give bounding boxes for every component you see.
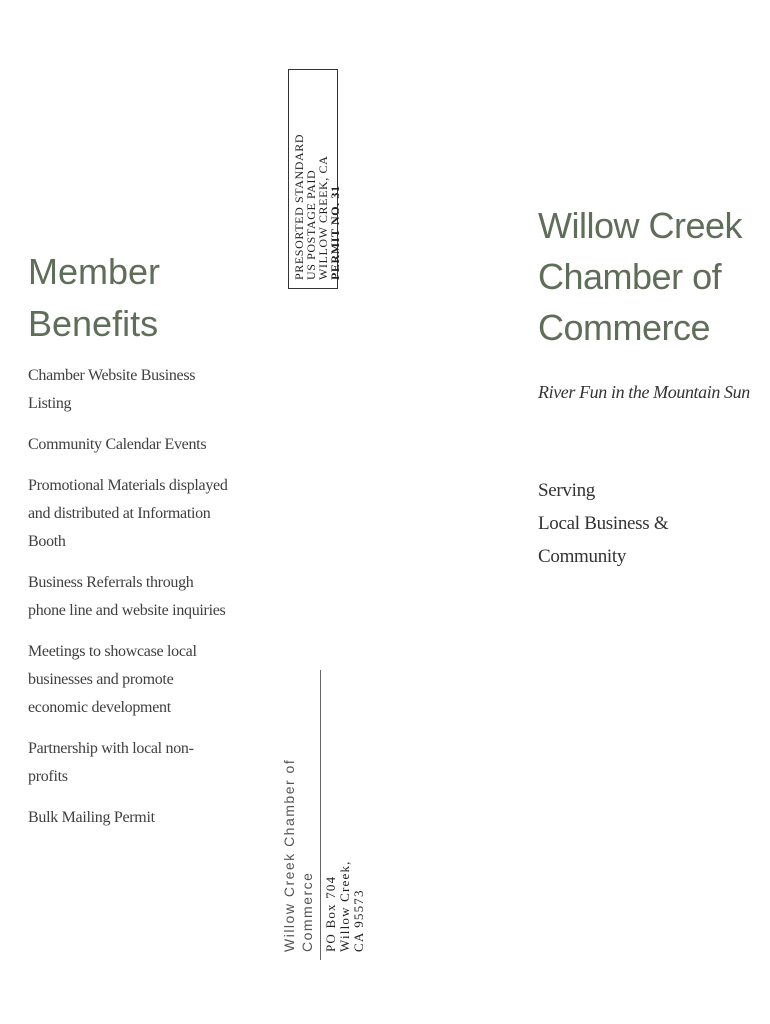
- title-line: Chamber of: [538, 256, 722, 297]
- return-address-lines: [324, 692, 366, 952]
- postage-indicia: [288, 69, 342, 289]
- list-item: Chamber Website Business Listing: [28, 367, 196, 412]
- postage-indicia-area: [285, 65, 341, 293]
- serving-statement: [538, 474, 738, 573]
- title-line: Commerce: [538, 307, 711, 348]
- serving-line: Serving: [538, 480, 596, 501]
- indicia-line: WILLOW CREEK, CA: [316, 155, 330, 280]
- list-item: Meetings to showcase local businesses and promote economic development: [28, 643, 197, 716]
- address-line: Willow Creek,: [337, 860, 352, 952]
- list-item: Community Calendar Events: [28, 436, 207, 453]
- return-address: [276, 670, 366, 960]
- title-line: Member: [28, 251, 161, 292]
- serving-line: Community: [538, 546, 627, 567]
- list-item: Bulk Mailing Permit: [28, 809, 155, 826]
- address-line: CA 95573: [351, 889, 366, 952]
- return-address-area: [276, 670, 366, 960]
- indicia-permit: PERMIT NO. 31: [328, 185, 342, 280]
- address-line: PO Box 704: [323, 875, 338, 952]
- return-address-name: Willow Creek Chamber of Commerce: [281, 758, 315, 952]
- list-item: Promotional Materials displayed and distributed at Information Booth: [28, 477, 228, 550]
- member-benefits-title: [28, 246, 258, 350]
- title-line: Willow Creek: [538, 205, 743, 246]
- list-item: Partnership with local non-profits: [28, 740, 194, 785]
- benefits-list: [28, 362, 228, 845]
- organization-title: [538, 200, 763, 353]
- tagline: River Fun in the Mountain Sun: [538, 382, 750, 402]
- serving-line: Local Business &: [538, 513, 669, 534]
- indicia-line: US POSTAGE PAID: [304, 169, 318, 280]
- divider: [320, 670, 321, 960]
- list-item: Business Referrals through phone line and website inquiries: [28, 574, 226, 619]
- indicia-line: PRESORTED STANDARD: [292, 133, 306, 280]
- title-line: Benefits: [28, 303, 159, 344]
